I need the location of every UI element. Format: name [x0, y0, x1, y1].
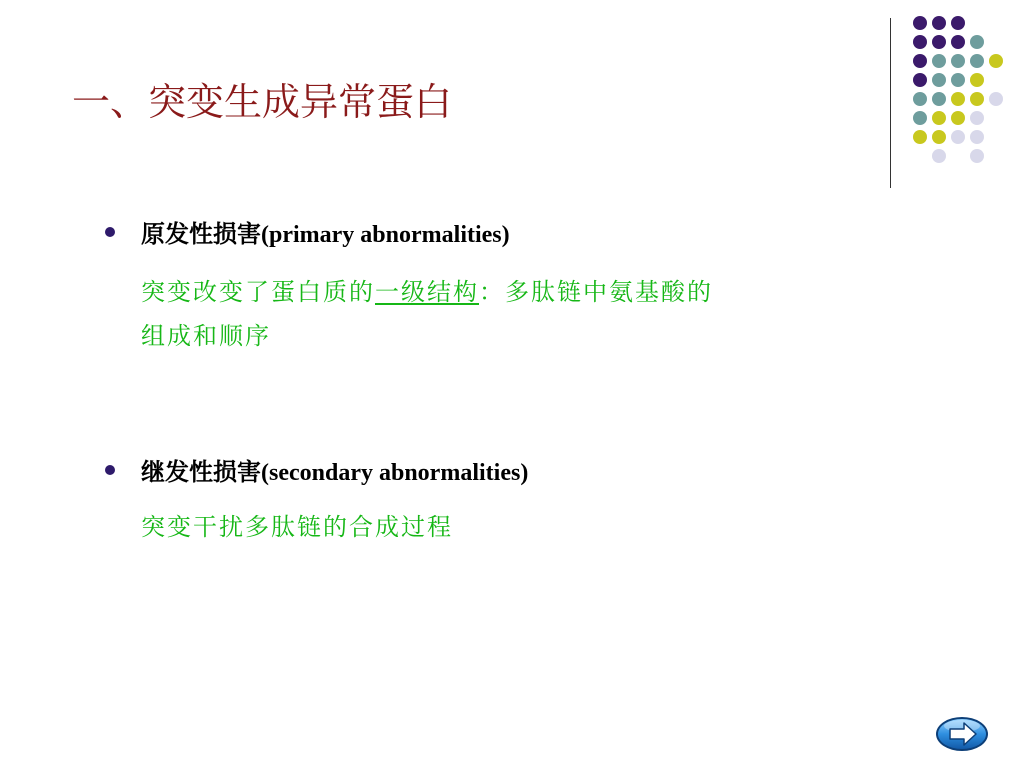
decorative-dot	[932, 73, 946, 87]
decorative-dot	[989, 92, 1003, 106]
decorative-dot	[932, 111, 946, 125]
decorative-dot	[970, 73, 984, 87]
bullet-label-en: (primary abnormalities)	[261, 222, 510, 248]
bullet-label-cn: 继发性损害	[141, 460, 261, 486]
next-slide-button[interactable]	[934, 714, 990, 754]
decorative-dot	[951, 73, 965, 87]
decorative-dot	[951, 16, 965, 30]
bullet-item-primary	[105, 214, 510, 249]
decorative-dot	[970, 54, 984, 68]
decorative-dot	[913, 92, 927, 106]
decorative-dot	[970, 35, 984, 49]
decorative-dot	[970, 149, 984, 163]
bullet-detail-secondary	[141, 505, 453, 549]
bullet-dot-icon	[105, 227, 115, 237]
decorative-dot	[932, 35, 946, 49]
bullet-dot-icon	[105, 465, 115, 475]
underlined-term: 一级结构	[375, 278, 479, 306]
detail-text: ：多肽链中氨基酸的	[479, 278, 713, 306]
decorative-dot	[932, 54, 946, 68]
detail-line	[141, 270, 713, 314]
decorative-dot	[970, 92, 984, 106]
decorative-dot	[951, 130, 965, 144]
decorative-dot	[951, 35, 965, 49]
decorative-dot	[932, 149, 946, 163]
detail-line: 组成和顺序	[141, 322, 271, 350]
decorative-dot	[932, 16, 946, 30]
decorative-dot	[932, 130, 946, 144]
decorative-dot	[913, 54, 927, 68]
slide-title: 一、突变生成异常蛋白	[72, 80, 453, 124]
vertical-divider	[890, 18, 891, 188]
decorative-dot	[989, 54, 1003, 68]
decorative-dot	[951, 111, 965, 125]
decorative-dot	[913, 16, 927, 30]
decorative-dot	[932, 92, 946, 106]
decorative-dot	[951, 54, 965, 68]
bullet-item-secondary	[105, 452, 528, 487]
next-arrow-icon	[934, 714, 990, 754]
bullet-label	[141, 214, 510, 249]
decorative-dot	[913, 130, 927, 144]
detail-line: 突变干扰多肽链的合成过程	[141, 513, 453, 541]
decorative-dot	[970, 111, 984, 125]
decorative-dot	[913, 111, 927, 125]
decorative-dot	[970, 130, 984, 144]
bullet-detail-primary	[141, 270, 713, 358]
bullet-label-cn: 原发性损害	[141, 222, 261, 248]
detail-text: 突变改变了蛋白质的	[141, 278, 375, 306]
bullet-label	[141, 452, 528, 487]
bullet-label-en: (secondary abnormalities)	[261, 460, 529, 486]
decorative-dot	[951, 92, 965, 106]
decorative-dot	[913, 35, 927, 49]
decorative-dot	[913, 73, 927, 87]
